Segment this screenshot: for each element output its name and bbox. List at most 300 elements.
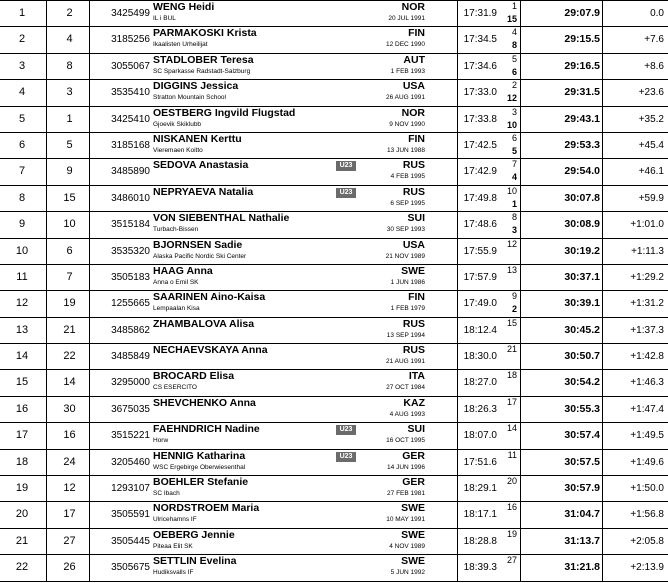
column-divider: [520, 27, 521, 52]
column-divider: [602, 502, 603, 527]
u23-badge: U23: [336, 425, 356, 435]
split-time: 18:30.0: [463, 351, 497, 363]
result-row: [0, 186, 668, 212]
fis-code-cell: 3425410: [111, 113, 150, 125]
split-rank-secondary: [500, 409, 517, 422]
finish-time: 30:55.3: [564, 402, 600, 415]
rank-cell: 15: [15, 376, 29, 389]
bib-cell: 9: [66, 165, 73, 178]
split-rank: 1: [511, 1, 517, 11]
finish-time: 30:57.5: [564, 455, 600, 468]
athlete-name: OEBERG Jennie: [153, 528, 235, 541]
bib-cell: 19: [63, 297, 76, 310]
club-name: Alaska Pacific Nordic Ski Center: [153, 252, 247, 260]
birth-date: 14 JUN 1996: [387, 463, 425, 471]
rank-cell: 22: [15, 561, 29, 574]
nation-code: SWE: [401, 264, 425, 277]
column-divider: [46, 265, 47, 290]
column-divider: [602, 555, 603, 580]
finish-time: 30:19.2: [564, 244, 600, 257]
split-rank-secondary: [500, 330, 517, 343]
column-divider: [520, 54, 521, 79]
finish-time: 29:07.9: [564, 7, 600, 19]
column-divider: [46, 291, 47, 316]
column-divider: [602, 265, 603, 290]
athlete-name: NECHAEVSKAYA Anna: [153, 344, 268, 357]
nation-code: FIN: [408, 27, 425, 40]
bib-cell: 30: [63, 402, 76, 415]
column-divider: [602, 370, 603, 395]
column-divider: [520, 450, 521, 475]
bib-cell: 15: [63, 191, 76, 204]
nation-code: USA: [402, 80, 425, 93]
split-time: 18:28.8: [463, 535, 497, 547]
fis-code-cell: 3505183: [111, 271, 150, 283]
column-divider: [46, 54, 47, 79]
column-divider: [520, 529, 521, 554]
club-name: Turbach-Bissen: [153, 226, 199, 234]
club-name: Vieremaen Koitto: [153, 146, 203, 154]
athlete-name: BOEHLER Stefanie: [153, 476, 249, 489]
split-rank-secondary: 5: [511, 145, 517, 156]
birth-date: 1 FEB 1979: [390, 305, 425, 313]
athlete-name: HAAG Anna: [153, 264, 213, 277]
fis-code-cell: 3515221: [111, 430, 150, 442]
column-divider: [520, 1, 521, 26]
split-rank: 27: [506, 555, 517, 566]
club-name: Horw: [153, 437, 169, 445]
column-divider: [520, 423, 521, 448]
bib-cell: 12: [63, 482, 76, 495]
column-divider: [520, 397, 521, 422]
split-rank: 14: [506, 423, 517, 434]
athlete-name: NORDSTROEM Maria: [153, 502, 260, 515]
column-divider: [520, 265, 521, 290]
split-rank-secondary: 15: [506, 14, 517, 24]
athlete-name: SHEVCHENKO Anna: [153, 396, 256, 409]
birth-date: 10 MAY 1991: [386, 516, 425, 524]
bib-cell: 22: [63, 350, 76, 363]
split-rank-secondary: [500, 541, 517, 554]
time-behind: +1:46.3: [630, 377, 664, 389]
rank-cell: 6: [18, 138, 26, 151]
time-behind: +46.1: [638, 166, 664, 178]
split-time: 17:49.0: [463, 298, 497, 310]
column-divider: [520, 239, 521, 264]
athlete-name: ZHAMBALOVA Alisa: [153, 317, 255, 330]
split-rank-secondary: [500, 382, 517, 395]
athlete-name: PARMAKOSKI Krista: [153, 27, 257, 40]
split-time: 17:42.5: [463, 139, 497, 151]
column-divider: [602, 212, 603, 237]
column-divider: [46, 502, 47, 527]
finish-time: 30:08.9: [564, 218, 600, 231]
column-divider: [46, 450, 47, 475]
nation-code: USA: [402, 238, 425, 251]
column-divider: [520, 318, 521, 343]
split-rank: 16: [506, 502, 517, 513]
nation-code: RUS: [402, 159, 425, 172]
fis-code-cell: 1255665: [111, 298, 150, 310]
split-rank: 4: [511, 27, 517, 38]
split-rank: 11: [507, 449, 517, 460]
split-rank-secondary: [500, 462, 517, 475]
split-rank: 20: [506, 476, 517, 487]
rank-cell: 13: [15, 323, 29, 336]
finish-time: 29:43.1: [564, 112, 600, 125]
split-rank-secondary: [500, 356, 517, 369]
time-behind: +1:50.0: [630, 483, 664, 495]
column-divider: [520, 502, 521, 527]
birth-date: 4 AUG 1993: [389, 410, 425, 418]
bib-cell: 3: [66, 86, 73, 99]
rank-cell: 19: [15, 482, 29, 495]
split-rank: 13: [506, 264, 517, 275]
rank-cell: 20: [15, 508, 29, 521]
column-divider: [520, 133, 521, 158]
column-divider: [46, 397, 47, 422]
column-divider: [46, 555, 47, 580]
time-behind: +2:13.9: [630, 562, 664, 574]
column-divider: [520, 370, 521, 395]
split-time: 18:17.1: [463, 509, 497, 521]
bib-cell: 16: [63, 429, 76, 442]
rank-cell: 18: [15, 455, 29, 468]
split-rank-secondary: 2: [511, 304, 517, 315]
result-row: [0, 54, 668, 80]
rank-cell: 3: [18, 59, 26, 72]
finish-time: 30:50.7: [564, 350, 600, 363]
athlete-name: SEDOVA Anastasia: [153, 159, 249, 172]
bib-cell: 27: [63, 534, 76, 547]
column-divider: [46, 344, 47, 369]
result-row: [0, 476, 668, 502]
bib-cell: 4: [66, 33, 73, 46]
nation-code: GER: [402, 476, 425, 489]
nation-code: SWE: [401, 528, 425, 541]
column-divider: [46, 1, 47, 26]
finish-time: 29:54.0: [564, 165, 600, 178]
time-behind: +35.2: [638, 113, 664, 125]
athlete-name: SETTLIN Evelina: [153, 555, 237, 568]
time-behind: +1:11.3: [631, 245, 664, 257]
split-rank-secondary: 12: [506, 93, 517, 104]
bib-cell: 24: [63, 455, 76, 468]
time-behind: +1:37.3: [630, 324, 664, 336]
time-behind: +59.9: [638, 192, 664, 204]
fis-code-cell: 3535320: [111, 245, 150, 257]
athlete-name: FAEHNDRICH Nadine: [153, 423, 260, 436]
nation-code: FIN: [408, 132, 425, 145]
result-row: [0, 450, 668, 476]
birth-date: 21 NOV 1989: [385, 252, 425, 260]
result-row: [0, 1, 668, 27]
rank-cell: 7: [18, 165, 26, 178]
finish-time: 30:54.2: [564, 376, 600, 389]
birth-date: 1 FEB 1993: [390, 67, 425, 75]
birth-date: 12 DEC 1990: [385, 41, 425, 49]
column-divider: [520, 555, 521, 580]
u23-badge: U23: [336, 452, 356, 462]
bib-cell: 1: [66, 112, 73, 125]
finish-time: 30:37.1: [564, 270, 600, 283]
rank-cell: 14: [15, 350, 29, 363]
split-rank: 3: [511, 106, 517, 117]
club-name: Hudiksvalls IF: [153, 569, 194, 577]
column-divider: [520, 476, 521, 501]
result-row: [0, 555, 668, 581]
bib-cell: 7: [66, 270, 73, 283]
split-rank-secondary: 8: [511, 40, 517, 51]
column-divider: [46, 239, 47, 264]
club-name: SC Ibach: [153, 490, 180, 498]
result-row: [0, 265, 668, 291]
time-behind: +7.6: [644, 34, 664, 46]
split-rank: 5: [511, 53, 517, 64]
fis-code-cell: 3185256: [111, 34, 150, 46]
club-name: Ikaalisten Urheilijat: [153, 41, 208, 49]
rank-cell: 4: [18, 86, 26, 99]
column-divider: [46, 159, 47, 184]
nation-code: RUS: [402, 344, 425, 357]
fis-code-cell: 3425499: [111, 8, 150, 19]
finish-time: 29:16.5: [564, 59, 600, 72]
athlete-name: HENNIG Katharina: [153, 449, 246, 462]
nation-code: SWE: [401, 555, 425, 568]
split-rank: 18: [506, 370, 517, 381]
split-time: 18:27.0: [463, 377, 497, 389]
split-rank: 21: [506, 344, 517, 355]
fis-code-cell: 3505445: [111, 535, 150, 547]
split-rank-secondary: [500, 488, 517, 501]
split-rank: 7: [511, 159, 517, 170]
nation-code: ITA: [408, 370, 425, 383]
split-rank: 8: [511, 212, 517, 223]
result-row: [0, 159, 668, 185]
time-behind: +1:01.0: [630, 219, 664, 231]
bib-cell: 6: [66, 244, 73, 257]
fis-code-cell: 3535410: [111, 87, 150, 99]
split-time: 17:42.9: [463, 166, 497, 178]
club-name: Anna o Emil SK: [153, 278, 199, 286]
split-rank: 9: [511, 291, 517, 302]
athlete-name: DIGGINS Jessica: [153, 80, 239, 93]
result-row: [0, 27, 668, 53]
athlete-name: STADLOBER Teresa: [153, 53, 254, 66]
split-rank: 17: [506, 396, 517, 407]
split-time: 18:29.1: [463, 483, 497, 495]
column-divider: [602, 476, 603, 501]
column-divider: [602, 397, 603, 422]
finish-time: 31:21.8: [564, 561, 600, 574]
fis-code-cell: 3295000: [111, 377, 150, 389]
time-behind: +8.6: [644, 60, 664, 72]
split-time: 18:39.3: [463, 562, 497, 574]
nation-code: RUS: [402, 317, 425, 330]
split-time: 17:31.9: [463, 8, 497, 19]
column-divider: [602, 423, 603, 448]
split-rank: 12: [506, 238, 517, 249]
fis-code-cell: 3485862: [111, 324, 150, 336]
rank-cell: 12: [15, 297, 29, 310]
column-divider: [46, 212, 47, 237]
result-row: [0, 370, 668, 396]
athlete-name: BROCARD Elisa: [153, 370, 235, 383]
bib-cell: 5: [66, 138, 73, 151]
split-time: 17:34.6: [463, 60, 497, 72]
result-row: [0, 80, 668, 106]
split-rank-secondary: 6: [511, 66, 517, 77]
nation-code: SUI: [407, 423, 425, 436]
birth-date: 30 SEP 1993: [386, 226, 425, 234]
column-divider: [602, 54, 603, 79]
finish-time: 30:45.2: [564, 323, 600, 336]
column-divider: [602, 80, 603, 105]
bib-cell: 8: [66, 59, 73, 72]
column-divider: [602, 159, 603, 184]
athlete-name: WENG Heidi: [153, 1, 215, 13]
rank-cell: 2: [18, 33, 26, 46]
column-divider: [520, 291, 521, 316]
split-rank: 6: [511, 132, 517, 143]
column-divider: [46, 107, 47, 132]
birth-date: 4 NOV 1989: [389, 542, 425, 550]
split-time: 17:49.8: [463, 192, 497, 204]
fis-code-cell: 3675035: [111, 403, 150, 415]
split-rank-secondary: [500, 435, 517, 448]
fis-code-cell: 3185168: [111, 139, 150, 151]
result-row: [0, 291, 668, 317]
club-name: Piteaa Elit SK: [153, 542, 193, 550]
column-divider: [46, 476, 47, 501]
u23-badge: U23: [336, 161, 356, 171]
split-rank: 15: [506, 317, 517, 328]
split-time: 17:55.9: [463, 245, 497, 257]
column-divider: [46, 529, 47, 554]
result-row: [0, 344, 668, 370]
split-time: 18:12.4: [463, 324, 497, 336]
finish-time: 31:13.7: [564, 534, 600, 547]
split-rank: 2: [511, 80, 517, 91]
split-time: 17:33.0: [463, 87, 497, 99]
column-divider: [602, 344, 603, 369]
finish-time: 30:07.8: [564, 191, 600, 204]
time-behind: +2:05.8: [630, 535, 664, 547]
split-time: 18:26.3: [463, 403, 497, 415]
time-behind: +1:47.4: [630, 403, 664, 415]
column-divider: [602, 27, 603, 52]
finish-time: 30:39.1: [564, 297, 600, 310]
finish-time: 30:57.4: [564, 429, 600, 442]
column-divider: [602, 107, 603, 132]
split-rank-secondary: 4: [511, 172, 517, 183]
split-time: 17:48.6: [463, 219, 497, 231]
birth-date: 13 SEP 1994: [386, 331, 425, 339]
split-rank-secondary: [500, 567, 517, 580]
birth-date: 5 JUN 1992: [390, 569, 425, 577]
birth-date: 9 NOV 1990: [389, 120, 425, 128]
result-row: [0, 423, 668, 449]
split-rank-secondary: [500, 277, 517, 290]
result-row: [0, 397, 668, 423]
fis-code-cell: 3485890: [111, 166, 150, 178]
column-divider: [602, 133, 603, 158]
split-time: 17:33.8: [463, 113, 497, 125]
birth-date: 6 SEP 1995: [390, 199, 425, 207]
column-divider: [602, 239, 603, 264]
birth-date: 16 OCT 1995: [386, 437, 425, 445]
result-row: [0, 107, 668, 133]
column-divider: [520, 80, 521, 105]
rank-cell: 10: [15, 244, 29, 257]
club-name: Stratton Mountain School: [153, 94, 226, 102]
result-row: [0, 133, 668, 159]
result-row: [0, 502, 668, 528]
split-time: 17:57.9: [463, 271, 497, 283]
result-row: [0, 212, 668, 238]
column-divider: [602, 1, 603, 26]
nation-code: FIN: [408, 291, 425, 304]
fis-code-cell: 3486010: [111, 192, 150, 204]
rank-cell: 11: [16, 270, 28, 283]
rank-cell: 8: [18, 191, 26, 204]
club-name: WSC Ergebirge Oberwiesenthal: [153, 463, 246, 471]
bib-cell: 26: [63, 561, 76, 574]
split-rank-secondary: 1: [511, 198, 517, 209]
time-behind: +1:29.2: [630, 271, 664, 283]
column-divider: [602, 450, 603, 475]
split-rank: 19: [506, 528, 517, 539]
time-behind: +1:56.8: [630, 509, 664, 521]
club-name: SC Sparkasse Radstadt-Salzburg: [153, 67, 251, 75]
split-rank-secondary: [500, 251, 517, 264]
result-row: [0, 529, 668, 555]
birth-date: 21 AUG 1991: [385, 358, 425, 366]
bib-cell: 2: [66, 7, 73, 19]
time-behind: +23.6: [638, 87, 664, 99]
rank-cell: 16: [15, 402, 29, 415]
column-divider: [520, 212, 521, 237]
column-divider: [46, 186, 47, 211]
athlete-name: NISKANEN Kerttu: [153, 132, 242, 145]
bib-cell: 17: [63, 508, 76, 521]
athlete-name: NEPRYAEVA Natalia: [153, 185, 254, 198]
time-behind: +1:49.5: [630, 430, 664, 442]
nation-code: AUT: [403, 53, 425, 66]
u23-badge: U23: [336, 188, 356, 198]
athlete-name: OESTBERG Ingvild Flugstad: [153, 106, 296, 119]
finish-time: 30:57.9: [564, 482, 600, 495]
birth-date: 27 FEB 1981: [387, 490, 425, 498]
result-row: [0, 318, 668, 344]
club-name: Ulricehamns IF: [153, 516, 197, 524]
time-behind: +1:31.2: [630, 298, 664, 310]
birth-date: 27 OCT 1984: [386, 384, 425, 392]
column-divider: [602, 186, 603, 211]
fis-code-cell: 3055067: [111, 60, 150, 72]
column-divider: [46, 318, 47, 343]
column-divider: [602, 291, 603, 316]
column-divider: [520, 186, 521, 211]
column-divider: [520, 107, 521, 132]
time-behind: 0.0: [650, 8, 664, 19]
finish-time: 31:04.7: [564, 508, 600, 521]
time-behind: +45.4: [638, 139, 664, 151]
time-behind: +1:49.6: [630, 456, 664, 468]
column-divider: [602, 529, 603, 554]
birth-date: 1 JUN 1986: [390, 278, 425, 286]
split-rank-secondary: 3: [511, 225, 517, 236]
